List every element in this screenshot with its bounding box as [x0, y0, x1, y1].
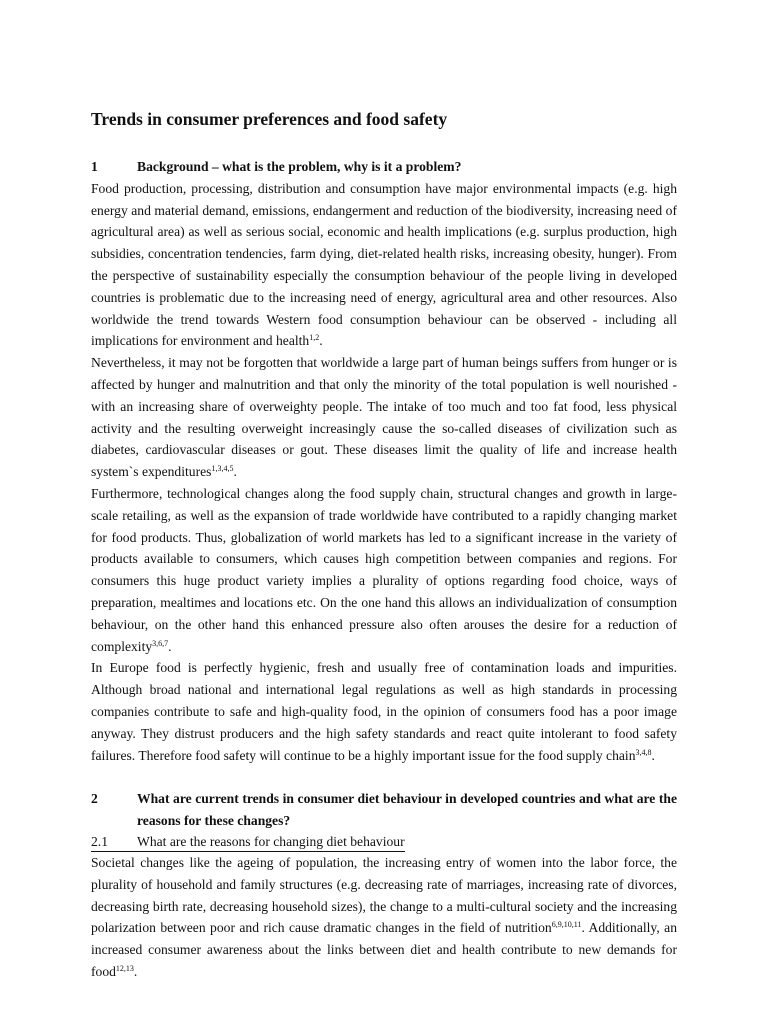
section-1-paragraph-4 [91, 657, 677, 766]
subsection-2-1-heading [91, 832, 405, 852]
citation-ref: 1,2 [309, 333, 320, 343]
subsection-2-1-title: What are the reasons for changing diet behaviour [137, 833, 405, 849]
citation-ref: 3,4,8 [635, 747, 652, 757]
section-1-number: 1 [91, 159, 98, 174]
paragraph-text-continued: . Additionally, an increased consumer awareness about the links between diet and health contribute to new demands for food [91, 920, 677, 979]
paragraph-text: In Europe food is perfectly hygienic, fresh and usually free of contamination loads and impurities. Although broad national and international legal regulations as well as high standards in processing companies contribute to safe and high-quality food, in the opinion of consumers food has a poor image anyway. They distrust producers and the high safety standards and react quite intolerant to food safety failures. Therefore food safety will continue to be a highly important issue for the food supply chain [91, 660, 677, 763]
subsection-2-1-number: 2.1 [91, 833, 108, 849]
section-spacer [91, 766, 677, 788]
section-1-paragraph-1 [91, 178, 677, 352]
section-1-paragraph-3 [91, 483, 677, 657]
paragraph-text: Food production, processing, distribution and consumption have major environmental impacts (e.g. high energy and material demand, emissions, endangerment and reduction of the biodiversity, increasing need of agricultural area) as well as serious social, economic and health implications (e.g. surplus production, high subsidies, concentration tendencies, farm dying, diet-related health risks, increasing obesity, hunger). From the perspective of sustainability especially the consumption behaviour of the people living in developed countries is problematic due to the increasing need of energy, agricultural area and other resources. Also worldwide the trend towards Western food consumption behaviour can be observed - including all implications for environment and health [91, 180, 677, 349]
section-1-title: Background – what is the problem, why is it a problem? [137, 159, 462, 174]
section-2-heading [91, 788, 677, 832]
section-1-heading [91, 156, 677, 178]
paragraph-end: . [133, 963, 138, 979]
section-2-number: 2 [91, 791, 98, 807]
section-2-title: What are current trends in consumer diet behaviour in developed countries and what are the reasons for these changes? [137, 791, 677, 829]
paragraph-text: Furthermore, technological changes along the food supply chain, structural changes and growth in large-scale retailing, as well as the expansion of trade worldwide have contributed to a rapidly changing market for food products. Thus, globalization of world markets has led to a significant increase in the variety of products available to consumers, which causes high competition between companies and regions. For consumers this huge product variety implies a plurality of options regarding food choice, ways of preparation, mealtimes and locations etc. On the one hand this allows an individualization of consumption behaviour, on the other hand this enhanced pressure also often arouses the desire for a reduction of complexity [91, 485, 677, 654]
paragraph-text: Nevertheless, it may not be forgotten that worldwide a large part of human beings suffers from hunger or is affected by hunger and malnutrition and that only the minority of the total population is well nourished - with an increasing share of overweighty people. The intake of too much and too fat food, less physical activity and the resulting overweight increasingly cause the so-called diseases of civilization such as diabetes, cardiovascular diseases or gout. These diseases limit the quality of life and increase health system`s expenditures [91, 355, 677, 480]
paragraph-text: Societal changes like the ageing of population, the increasing entry of women into the labor force, the plurality of household and family structures (e.g. decreasing rate of marriages, increasing rate of divorces, decreasing birth rate, decreasing household sizes), the change to a multi-cultural society and the increasing polarization between poor and rich cause dramatic changes in the field of nutrition [91, 854, 677, 936]
document-title: Trends in consumer preferences and food safety [91, 109, 448, 129]
paragraph-end: . [319, 333, 323, 349]
section-2-paragraph-1 [91, 852, 677, 983]
paragraph-end: . [233, 464, 237, 480]
citation-ref: 12,13 [115, 963, 134, 973]
paragraph-end: . [168, 638, 172, 654]
citation-ref: 3,6,7 [152, 638, 169, 648]
paragraph-end: . [651, 747, 655, 763]
citation-ref: 1,3,4,5 [211, 464, 234, 474]
section-1-paragraph-2 [91, 352, 677, 483]
citation-ref: 6,9,10,11 [551, 920, 582, 930]
